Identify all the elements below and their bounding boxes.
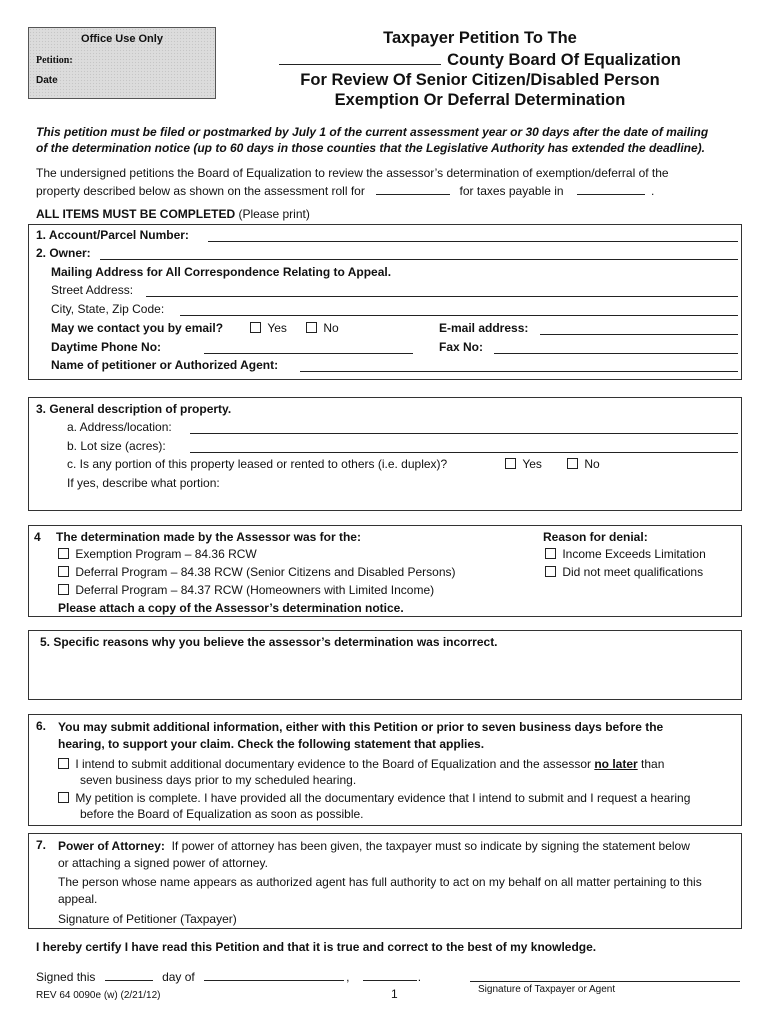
daytime-phone-label: Daytime Phone No:: [51, 340, 162, 354]
form-title: [230, 28, 730, 110]
leased-yes-option[interactable]: Yes: [505, 457, 542, 471]
fax-label: Fax No:: [439, 340, 484, 354]
deadline-notice: [36, 124, 708, 156]
office-use-box: [28, 27, 216, 99]
intro-text: [36, 164, 669, 200]
property-description-title: 3. General description of property.: [36, 402, 232, 416]
not-qualified-checkbox[interactable]: [545, 566, 556, 577]
taxpayer-signature-field[interactable]: [470, 981, 740, 982]
title-line-3: For Review Of Senior Citizen/Disabled Person: [300, 71, 660, 89]
signed-year-field[interactable]: [363, 968, 417, 981]
fax-field[interactable]: [494, 353, 738, 354]
title-line-2: County Board Of Equalization: [230, 48, 730, 70]
address-location-label: a. Address/location:: [67, 420, 172, 434]
office-date-label: Date: [36, 75, 58, 86]
petition-complete-checkbox[interactable]: [58, 792, 69, 803]
taxes-payable-year-field[interactable]: [577, 182, 645, 195]
power-of-attorney-text: Power of Attorney: If power of attorney has been given, the taxpayer must so indicate by signing the statement below or attaching a signed power of attorney. The person whose name appears as authorized agent has full authority to act on my behalf on all matter pertaining to this appeal. Signature of Petitioner (Taxpayer): [58, 839, 702, 926]
attach-notice-text: Please attach a copy of the Assessor’s determination notice.: [58, 601, 404, 615]
email-address-field[interactable]: [540, 334, 738, 335]
office-petition-label: Petition:: [36, 55, 73, 66]
email-contact-question: May we contact you by email?: [51, 321, 224, 335]
deferral-limited-income-option[interactable]: Deferral Program – 84.37 RCW (Homeowners with Limited Income): [58, 583, 434, 597]
notice-line-1: This petition must be filed or postmarked by July 1 of the current assessment year or 30 days after the date of mailing: [36, 125, 709, 139]
city-state-zip-field[interactable]: [180, 315, 738, 316]
title-line-4: Exemption Or Deferral Determination: [334, 91, 626, 109]
mailing-address-label: Mailing Address for All Correspondence Relating to Appeal.: [51, 265, 392, 279]
address-location-field[interactable]: [190, 433, 738, 434]
deferral-senior-checkbox[interactable]: [58, 566, 69, 577]
certification-statement: I hereby certify I have read this Petition and that it is true and correct to the best of my knowledge.: [36, 940, 597, 954]
signed-day-field[interactable]: [105, 968, 153, 981]
power-of-attorney-number: 7.: [36, 838, 47, 852]
account-label: 1. Account/Parcel Number:: [36, 228, 189, 242]
city-state-zip-label: City, State, Zip Code:: [51, 302, 165, 316]
additional-info-text: You may submit additional information, either with this Petition or prior to seven business days before the hearing, to support your claim. Check the following statement that applies.: [58, 720, 664, 751]
signed-month-field[interactable]: [204, 968, 344, 981]
signed-date-line: Signed this day of , .: [36, 970, 422, 984]
intro-line-2: property described below as shown on the assessment roll for for taxes payable in .: [36, 184, 655, 198]
reason-for-denial-title: Reason for denial:: [543, 530, 648, 544]
petition-complete-option[interactable]: My petition is complete. I have provided all the documentary evidence that I intend to submit and I request a hearing before the Board of Equalization as soon as possible.: [58, 790, 690, 822]
not-qualified-option[interactable]: Did not meet qualifications: [545, 565, 703, 579]
determination-number: 4: [34, 530, 41, 544]
taxpayer-signature-label: Signature of Taxpayer or Agent: [478, 984, 616, 995]
email-address-label: E-mail address:: [439, 321, 529, 335]
intro-line-1: The undersigned petitions the Board of Equalization to review the assessor’s determination of exemption/deferral of the: [36, 166, 669, 180]
additional-info-number: 6.: [36, 719, 47, 733]
lot-size-label: b. Lot size (acres):: [67, 439, 166, 453]
leased-no-checkbox[interactable]: [567, 458, 578, 469]
leased-describe-label: If yes, describe what portion:: [67, 476, 220, 490]
income-exceeds-checkbox[interactable]: [545, 548, 556, 559]
lot-size-field[interactable]: [190, 452, 738, 453]
intend-to-submit-checkbox[interactable]: [58, 758, 69, 769]
deferral-senior-option[interactable]: Deferral Program – 84.38 RCW (Senior Citizens and Disabled Persons): [58, 565, 456, 579]
determination-title: The determination made by the Assessor was for the:: [56, 530, 361, 544]
all-items-note: ALL ITEMS MUST BE COMPLETED (Please print): [36, 207, 310, 221]
owner-field[interactable]: [100, 259, 738, 260]
intend-to-submit-option[interactable]: I intend to submit additional documentary evidence to the Board of Equalization and the assessor no later than seven business days prior to my scheduled hearing.: [58, 756, 664, 788]
page-number: 1: [391, 987, 398, 1001]
street-address-label: Street Address:: [51, 283, 134, 297]
leased-question: c. Is any portion of this property leased or rented to others (i.e. duplex)?: [67, 457, 448, 471]
owner-label: 2. Owner:: [36, 246, 91, 260]
title-line-1: Taxpayer Petition To The: [383, 29, 577, 47]
email-no-checkbox[interactable]: [306, 322, 317, 333]
county-name-field[interactable]: [279, 48, 441, 65]
exemption-program-option[interactable]: Exemption Program – 84.36 RCW: [58, 547, 257, 561]
street-address-field[interactable]: [146, 296, 738, 297]
petitioner-signature-label: Signature of Petitioner (Taxpayer): [58, 912, 237, 926]
reasons-title: 5. Specific reasons why you believe the assessor’s determination was incorrect.: [40, 635, 498, 649]
notice-line-2: of the determination notice (up to 60 days in those counties that the Legislative Authority has extended the deadline).: [36, 141, 705, 155]
exemption-program-checkbox[interactable]: [58, 548, 69, 559]
income-exceeds-option[interactable]: Income Exceeds Limitation: [545, 547, 706, 561]
account-number-field[interactable]: [208, 241, 738, 242]
leased-no-option[interactable]: No: [567, 457, 600, 471]
leased-yes-checkbox[interactable]: [505, 458, 516, 469]
assessment-year-field[interactable]: [376, 182, 450, 195]
petitioner-name-label: Name of petitioner or Authorized Agent:: [51, 358, 279, 372]
petitioner-name-field[interactable]: [300, 371, 738, 372]
form-id: REV 64 0090e (w) (2/21/12): [36, 990, 161, 1001]
daytime-phone-field[interactable]: [204, 353, 413, 354]
email-yes-checkbox[interactable]: [250, 322, 261, 333]
office-use-title: Office Use Only: [81, 33, 163, 45]
email-yes-option[interactable]: Yes: [250, 321, 287, 335]
deferral-limited-income-checkbox[interactable]: [58, 584, 69, 595]
email-no-option[interactable]: No: [306, 321, 339, 335]
